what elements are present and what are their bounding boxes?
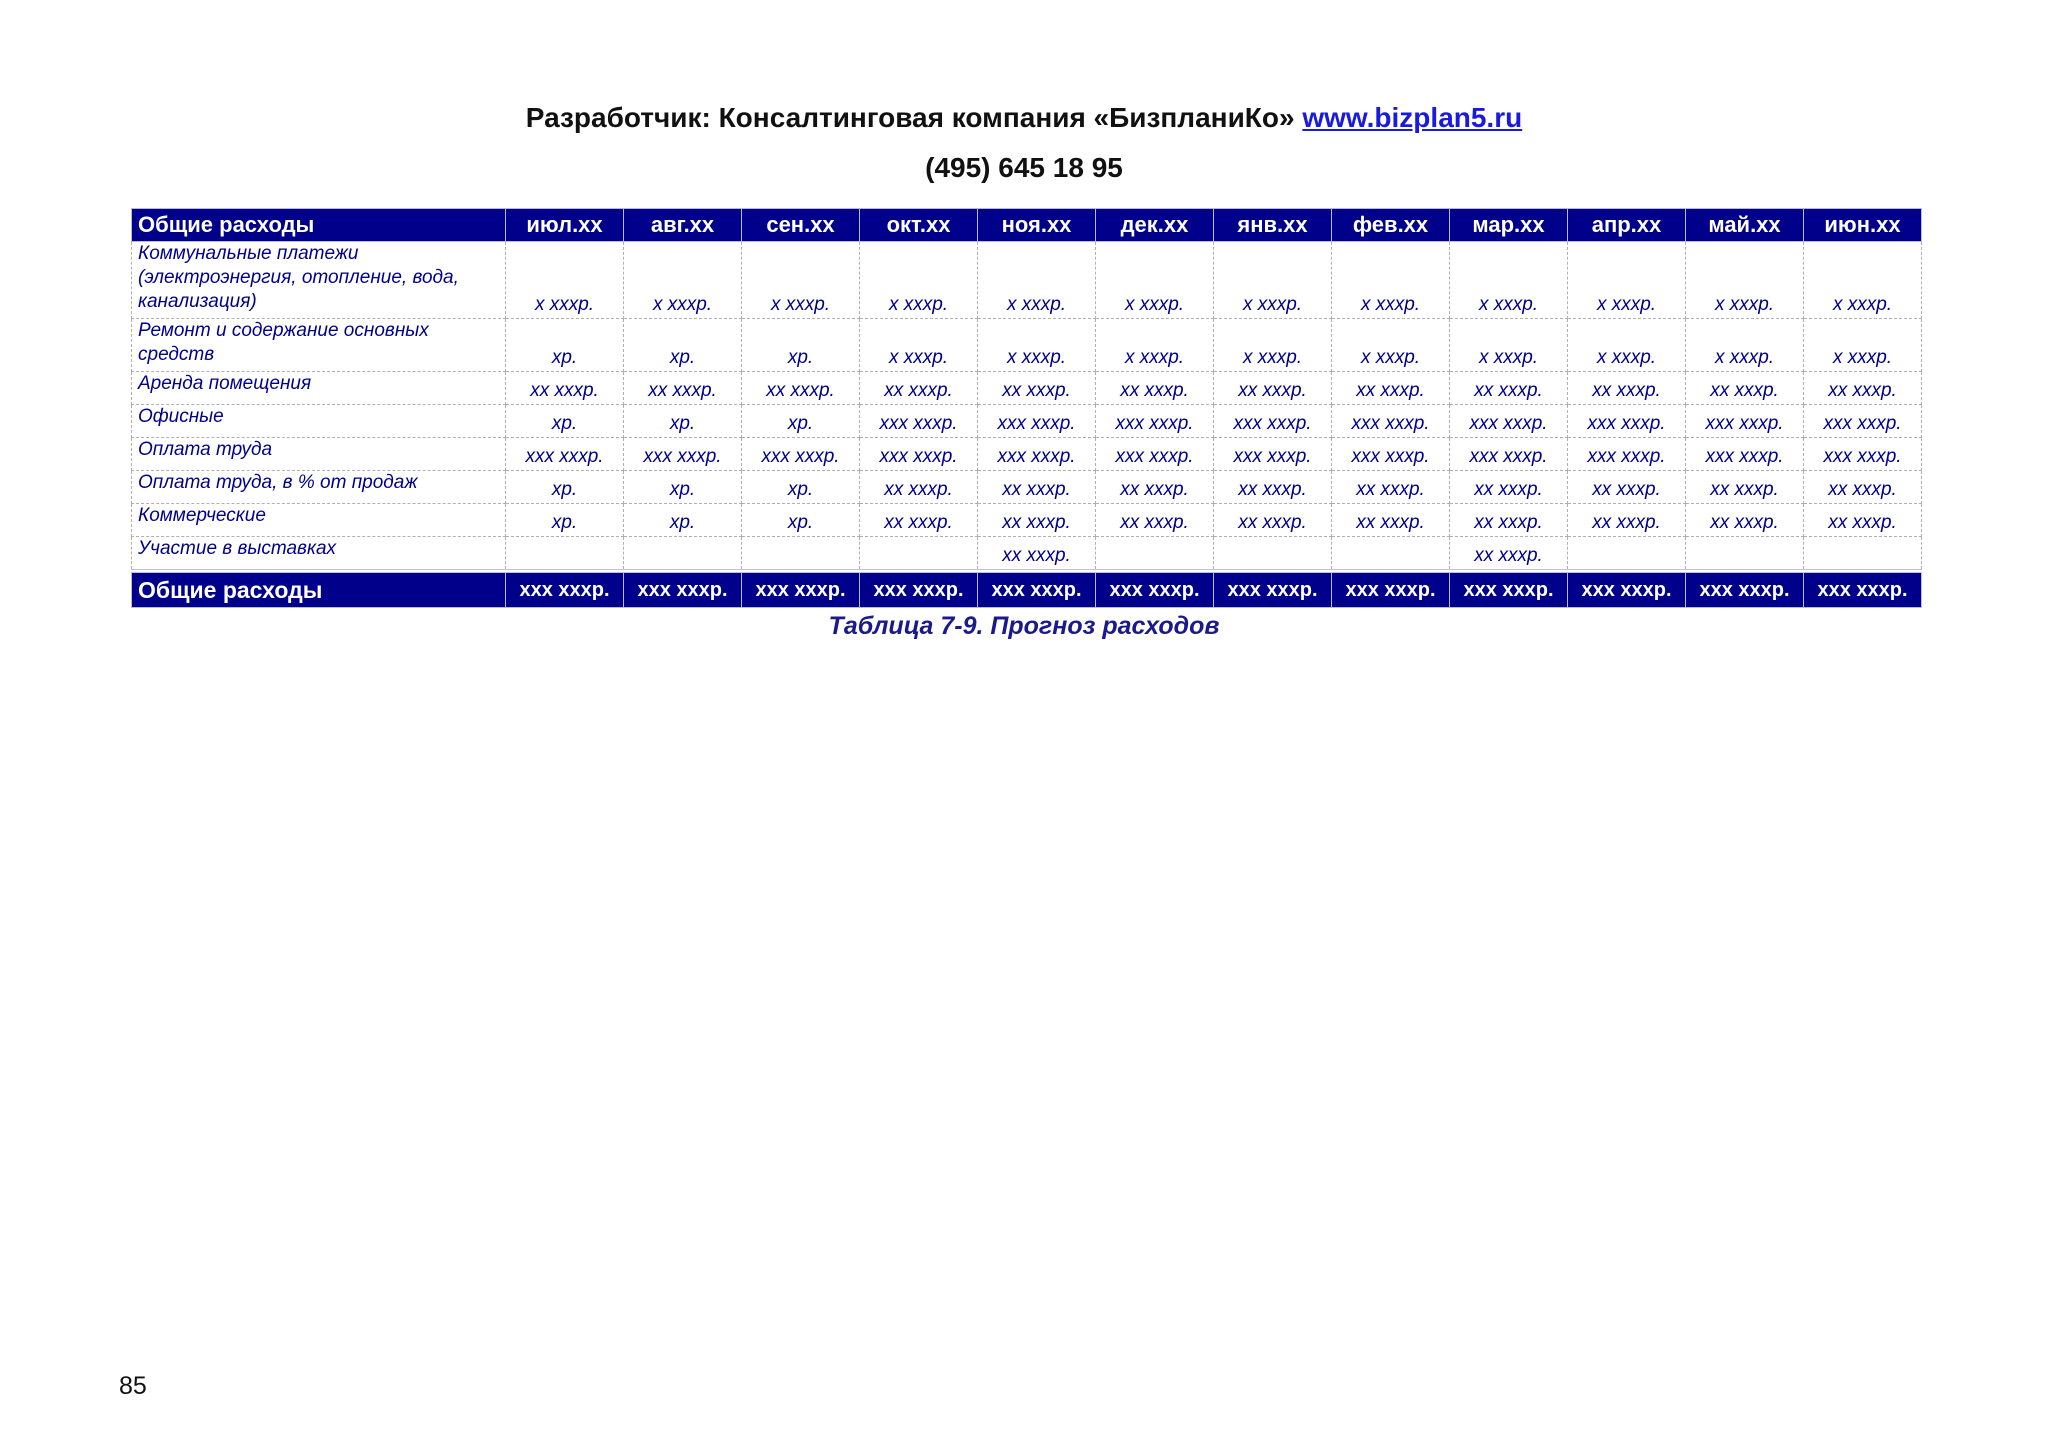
month-header: сен.xx (742, 209, 860, 242)
month-header: май.xx (1686, 209, 1804, 242)
table-cell: xxx xxxр. (1332, 405, 1450, 438)
row-label: Ремонт и содержание основных средств (132, 319, 506, 372)
month-header: ноя.xx (978, 209, 1096, 242)
table-cell: x xxxр. (1332, 319, 1450, 372)
table-cell: xx xxxр. (1332, 504, 1450, 537)
table-cell: xр. (506, 471, 624, 504)
table-header-row (132, 209, 1922, 242)
table-cell (1568, 537, 1686, 572)
month-header: янв.xx (1214, 209, 1332, 242)
table-cell: x xxxр. (1450, 319, 1568, 372)
table-cell: xxx xxxр. (978, 438, 1096, 471)
table-cell: xxx xxxр. (1686, 405, 1804, 438)
table-cell: xр. (624, 405, 742, 438)
table-cell: xр. (742, 504, 860, 537)
table-cell: x xxxр. (1450, 242, 1568, 319)
table-cell: xx xxxр. (1804, 471, 1922, 504)
table-caption: Таблица 7-9. Прогноз расходов (828, 612, 1220, 640)
header-label-cell: Общие расходы (132, 209, 506, 242)
table-row (132, 405, 1922, 438)
total-cell: xxx xxxр. (624, 571, 742, 608)
month-header: июн.xx (1804, 209, 1922, 242)
table-cell: xx xxxр. (1804, 504, 1922, 537)
total-cell: xxx xxxр. (1804, 571, 1922, 608)
table-cell: xx xxxр. (860, 504, 978, 537)
table-cell: xx xxxр. (1568, 372, 1686, 405)
table-cell: xx xxxр. (506, 372, 624, 405)
table-cell: xx xxxр. (860, 372, 978, 405)
table-cell: xx xxxр. (1568, 504, 1686, 537)
expenses-table-container (131, 208, 1921, 608)
total-cell: xxx xxxр. (1332, 571, 1450, 608)
total-label: Общие расходы (132, 571, 506, 608)
row-label: Коммунальные платежи (электроэнергия, отопление, вода, канализация) (132, 242, 506, 319)
table-cell: xxx xxxр. (860, 405, 978, 438)
table-cell: xxx xxxр. (506, 438, 624, 471)
table-cell: x xxxр. (860, 242, 978, 319)
table-cell: xx xxxр. (1214, 471, 1332, 504)
table-cell: xx xxxр. (1096, 471, 1214, 504)
total-cell: xxx xxxр. (978, 571, 1096, 608)
table-cell: x xxxр. (978, 319, 1096, 372)
row-label: Участие в выставках (132, 537, 506, 572)
table-cell: xр. (624, 471, 742, 504)
table-cell: x xxxр. (624, 242, 742, 319)
table-cell (1214, 537, 1332, 572)
month-header: дек.xx (1096, 209, 1214, 242)
table-cell: x xxxр. (1096, 319, 1214, 372)
table-cell: xx xxxр. (1450, 372, 1568, 405)
table-cell: xxx xxxр. (1096, 438, 1214, 471)
table-cell: xxx xxxр. (624, 438, 742, 471)
table-cell: xx xxxр. (1214, 504, 1332, 537)
table-cell: x xxxр. (742, 242, 860, 319)
table-row (132, 438, 1922, 471)
table-cell: xр. (506, 504, 624, 537)
table-cell: xx xxxр. (1332, 372, 1450, 405)
table-cell: xxx xxxр. (978, 405, 1096, 438)
table-cell (506, 537, 624, 572)
month-header: окт.xx (860, 209, 978, 242)
table-cell (860, 537, 978, 572)
table-cell: xx xxxр. (1686, 372, 1804, 405)
table-cell: xxx xxxр. (1450, 405, 1568, 438)
table-cell (1686, 537, 1804, 572)
table-cell: xx xxxр. (1568, 471, 1686, 504)
table-cell: xxx xxxр. (1096, 405, 1214, 438)
developer-text: Разработчик: Консалтинговая компания «БизпланиКо» (525, 102, 1303, 133)
table-cell: x xxxр. (1804, 242, 1922, 319)
table-cell: xx xxxр. (978, 372, 1096, 405)
month-header: мар.xx (1450, 209, 1568, 242)
table-cell: xр. (506, 319, 624, 372)
table-cell: x xxxр. (1332, 242, 1450, 319)
table-cell: x xxxр. (1804, 319, 1922, 372)
month-header: фев.xx (1332, 209, 1450, 242)
table-cell: xx xxxр. (1686, 471, 1804, 504)
table-cell: xx xxxр. (1450, 504, 1568, 537)
table-cell: xx xxxр. (742, 372, 860, 405)
table-cell: x xxxр. (1568, 242, 1686, 319)
row-label: Оплата труда (132, 438, 506, 471)
table-cell: xx xxxр. (1686, 504, 1804, 537)
table-row (132, 319, 1922, 372)
table-cell (742, 537, 860, 572)
table-cell: xx xxxр. (624, 372, 742, 405)
month-header: апр.xx (1568, 209, 1686, 242)
total-row (132, 571, 1922, 608)
table-cell: x xxxр. (1214, 319, 1332, 372)
table-row (132, 537, 1922, 572)
table-cell: xxx xxxр. (1568, 438, 1686, 471)
table-cell: xx xxxр. (1096, 504, 1214, 537)
total-cell: xxx xxxр. (860, 571, 978, 608)
row-label: Коммерческие (132, 504, 506, 537)
table-cell: x xxxр. (1686, 242, 1804, 319)
table-cell: x xxxр. (1096, 242, 1214, 319)
table-cell: xр. (742, 405, 860, 438)
table-cell: xр. (742, 471, 860, 504)
total-cell: xxx xxxр. (1450, 571, 1568, 608)
table-cell: xр. (742, 319, 860, 372)
table-cell: xx xxxр. (1450, 537, 1568, 572)
month-header: июл.xx (506, 209, 624, 242)
table-cell: xxx xxxр. (1568, 405, 1686, 438)
table-cell: xx xxxр. (1332, 471, 1450, 504)
table-cell: x xxxр. (1686, 319, 1804, 372)
table-cell: xx xxxр. (1450, 471, 1568, 504)
row-label: Офисные (132, 405, 506, 438)
table-cell (1332, 537, 1450, 572)
total-cell: xxx xxxр. (1568, 571, 1686, 608)
table-cell: x xxxр. (860, 319, 978, 372)
table-cell: xx xxxр. (1096, 372, 1214, 405)
table-cell: xxx xxxр. (1804, 405, 1922, 438)
table-cell: xxx xxxр. (742, 438, 860, 471)
total-cell: xxx xxxр. (742, 571, 860, 608)
table-cell: xр. (624, 319, 742, 372)
expenses-forecast-table (131, 208, 1922, 608)
table-cell (1804, 537, 1922, 572)
total-cell: xxx xxxр. (1096, 571, 1214, 608)
page-number: 85 (119, 1372, 147, 1400)
developer-line (0, 100, 2048, 136)
table-cell: xxx xxxр. (1686, 438, 1804, 471)
table-cell: x xxxр. (506, 242, 624, 319)
table-cell: xр. (624, 504, 742, 537)
table-cell (624, 537, 742, 572)
table-cell: x xxxр. (1214, 242, 1332, 319)
table-cell: xx xxxр. (978, 537, 1096, 572)
website-link[interactable]: www.bizplan5.ru (1302, 102, 1523, 133)
table-cell: x xxxр. (978, 242, 1096, 319)
table-cell: x xxxр. (1568, 319, 1686, 372)
table-row (132, 242, 1922, 319)
table-cell: xxx xxxр. (1332, 438, 1450, 471)
table-cell: xxx xxxр. (1804, 438, 1922, 471)
table-cell: xxx xxxр. (1214, 405, 1332, 438)
phone-number: (495) 645 18 95 (925, 152, 1123, 183)
month-header: авг.xx (624, 209, 742, 242)
total-cell: xxx xxxр. (1214, 571, 1332, 608)
table-cell: xxx xxxр. (1214, 438, 1332, 471)
row-label: Аренда помещения (132, 372, 506, 405)
table-row (132, 504, 1922, 537)
total-cell: xxx xxxр. (506, 571, 624, 608)
total-cell: xxx xxxр. (1686, 571, 1804, 608)
table-cell: xx xxxр. (1804, 372, 1922, 405)
table-cell: xx xxxр. (978, 471, 1096, 504)
row-label: Оплата труда, в % от продаж (132, 471, 506, 504)
table-cell (1096, 537, 1214, 572)
table-cell: xр. (506, 405, 624, 438)
table-cell: xx xxxр. (860, 471, 978, 504)
table-cell: xxx xxxр. (860, 438, 978, 471)
table-cell: xx xxxр. (1214, 372, 1332, 405)
table-row (132, 471, 1922, 504)
table-cell: xx xxxр. (978, 504, 1096, 537)
table-cell: xxx xxxр. (1450, 438, 1568, 471)
table-row (132, 372, 1922, 405)
